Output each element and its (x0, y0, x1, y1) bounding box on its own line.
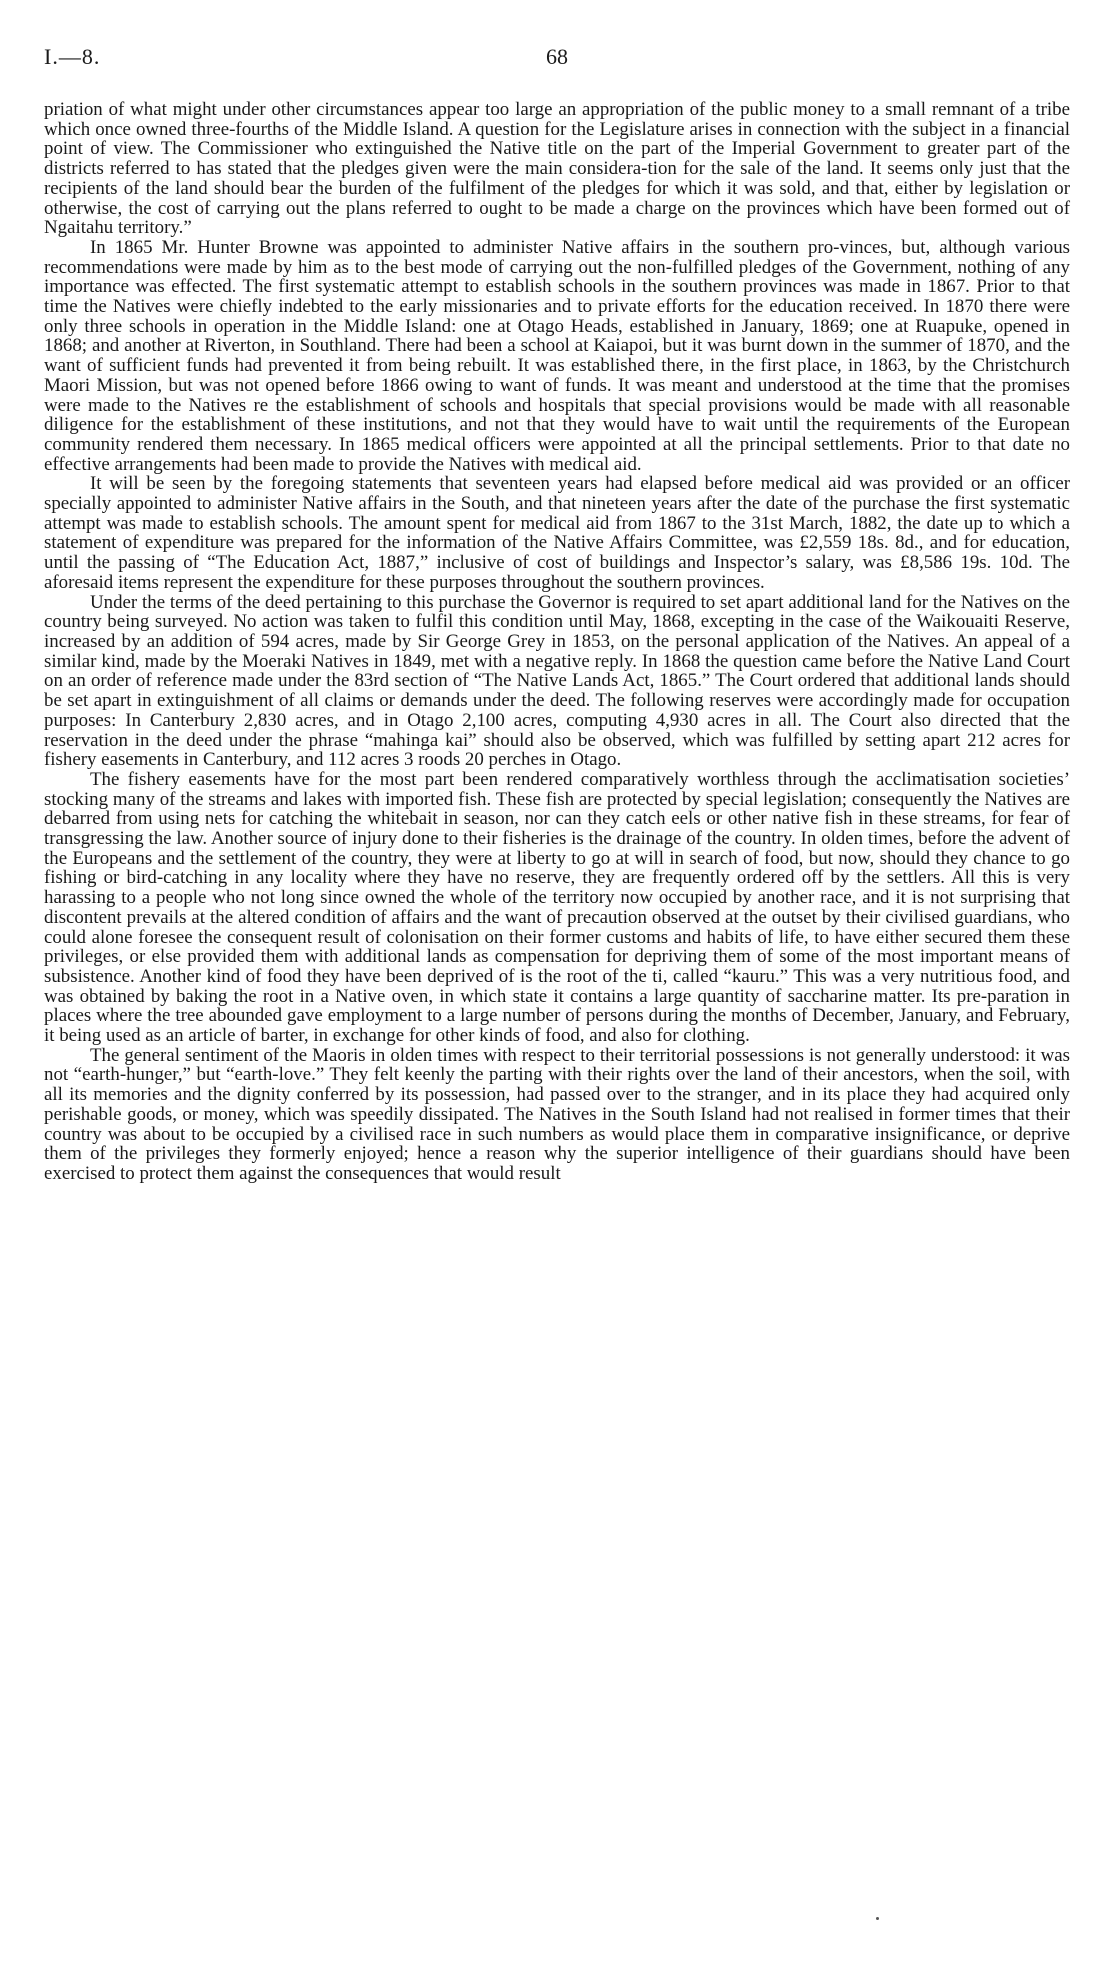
paragraph-continued: priation of what might under other circumstances appear too large an appropriation of the public money to a small remnant of a tribe which once owned three-fourths of the Middle Island. A question for the Legislature arises in connection with the subject in a financial point of view. The Commissioner who extinguished the Native title on the part of the Imperial Government to greater part of the districts referred to has stated that the pledges given were the main considera-tion for the sale of the land. It seems only just that the recipients of the land should bear the burden of the fulfilment of the pledges for which it was sold, and that, either by legislation or otherwise, the cost of carrying out the plans referred to ought to be made a charge on the provinces which have been formed out of Ngaitahu territory.” (44, 99, 1070, 239)
page-number: 68 (546, 44, 568, 69)
document-reference: I.—8. (44, 44, 101, 69)
body-text (44, 100, 1070, 1184)
paragraph: The fishery easements have for the most part been rendered comparatively worthless through the acclimatisation societies’ stocking many of the streams and lakes with imported fish. These fish are protected by special legislation; consequently the Natives are debarred from using nets for catching the whitebait in season, nor can they catch eels or other native fish in these streams, for fear of transgressing the law. Another source of injury done to their fisheries is the drainage of the country. In olden times, before the advent of the Europeans and the settlement of the country, they were at liberty to go at will in search of food, but now, should they chance to go fishing or bird-catching in any locality where they have no reserve, they are frequently ordered off by the settlers. All this is very harassing to a people who not long since owned the whole of the territory now occupied by another race, and it is not surprising that discontent prevails at the altered condition of affairs and the want of precaution observed at the outset by their civilised guardians, who could alone foresee the consequent result of colonisation on their former customs and habits of life, to have either secured them these privileges, or else provided them with additional lands as compensation for depriving them of some of the most important means of subsistence. Another kind of food they have been deprived of is the root of the ti, called “kauru.” This was a very nutritious food, and was obtained by baking the root in a Native oven, in which state it contains a large quantity of saccharine matter. Its pre-paration in places where the tree abounded gave employment to a large number of persons during the months of December, January, and February, it being used as an article of barter, in exchange for other kinds of food, and also for clothing. (44, 768, 1070, 1047)
paragraph: It will be seen by the foregoing statements that seventeen years had elapsed before medical aid was provided or an officer specially appointed to administer Native affairs in the South, and that nineteen years after the date of the purchase the first systematic attempt was made to establish schools. The amount spent for medical aid from 1867 to the 31st March, 1882, the date up to which a statement of expenditure was prepared for the information of the Native Affairs Committee, was £2,559 18s. 8d., and for education, until the passing of “The Education Act, 1887,” inclusive of cost of buildings and Inspector’s salary, was £8,586 19s. 10d. The aforesaid items represent the expenditure for these purposes throughout the southern provinces. (44, 473, 1070, 593)
paragraph: In 1865 Mr. Hunter Browne was appointed to administer Native affairs in the southern pro-vinces, but, although various recommendations were made by him as to the best mode of carrying out the non-fulfilled pledges of the Government, nothing of any importance was effected. The first systematic attempt to establish schools in the southern provinces was made in 1867. Prior to that time the Natives were chiefly indebted to the early missionaries and to private efforts for the education received. In 1870 there were only three schools in operation in the Middle Island: one at Otago Heads, established in January, 1869; one at Ruapuke, opened in 1868; and another at Riverton, in Southland. There had been a school at Kaiapoi, but it was burnt down in the summer of 1870, and the want of sufficient funds had prevented it from being rebuilt. It was established there, in the first place, in 1863, by the Christchurch Maori Mission, but was not opened before 1866 owing to want of funds. It was meant and understood at the time that the promises were made to the Natives re the establishment of schools and hospitals that special provisions would be made with all reasonable diligence for the establishment of these institutions, and not that they would have to wait until the requirements of the European community rendered them necessary. In 1865 medical officers were appointed at all the principal settlements. Prior to that date no effective arrangements had been made to provide the Natives with medical aid. (44, 236, 1070, 475)
stray-mark (876, 1917, 879, 1920)
paragraph: The general sentiment of the Maoris in olden times with respect to their territorial possessions is not generally understood: it was not “earth-hunger,” but “earth-love.” They felt keenly the parting with their rights over the land of their ancestors, when the soil, with all its memories and the dignity conferred by its possession, had passed over to the stranger, and in its place they had acquired only perishable goods, or money, which was speedily dissipated. The Natives in the South Island had not realised in former times that their country was about to be occupied by a civilised race in such numbers as would place them in comparative insignificance, or deprive them of the privileges they formerly enjoyed; hence a reason why the superior intelligence of their guardians should have been exercised to protect them against the consequences that would result (44, 1044, 1070, 1184)
page-header (44, 44, 1070, 76)
paragraph: Under the terms of the deed pertaining to this purchase the Governor is required to set apart additional land for the Natives on the country being surveyed. No action was taken to fulfil this condition until May, 1868, excepting in the case of the Waikouaiti Reserve, increased by an addition of 594 acres, made by Sir George Grey in 1853, on the personal application of the Natives. An appeal of a similar kind, made by the Moeraki Natives in 1849, met with a negative reply. In 1868 the question came before the Native Land Court on an order of reference made under the 83rd section of “The Native Lands Act, 1865.” The Court ordered that additional lands should be set apart in extinguishment of all claims or demands under the deed. The following reserves were accordingly made for occupation purposes: In Canterbury 2,830 acres, and in Otago 2,100 acres, computing 4,930 acres in all. The Court also directed that the reservation in the deed under the phrase “mahinga kai” should also be observed, which was fulfilled by setting apart 212 acres for fishery easements in Canterbury, and 112 acres 3 roods 20 perches in Otago. (44, 591, 1070, 771)
